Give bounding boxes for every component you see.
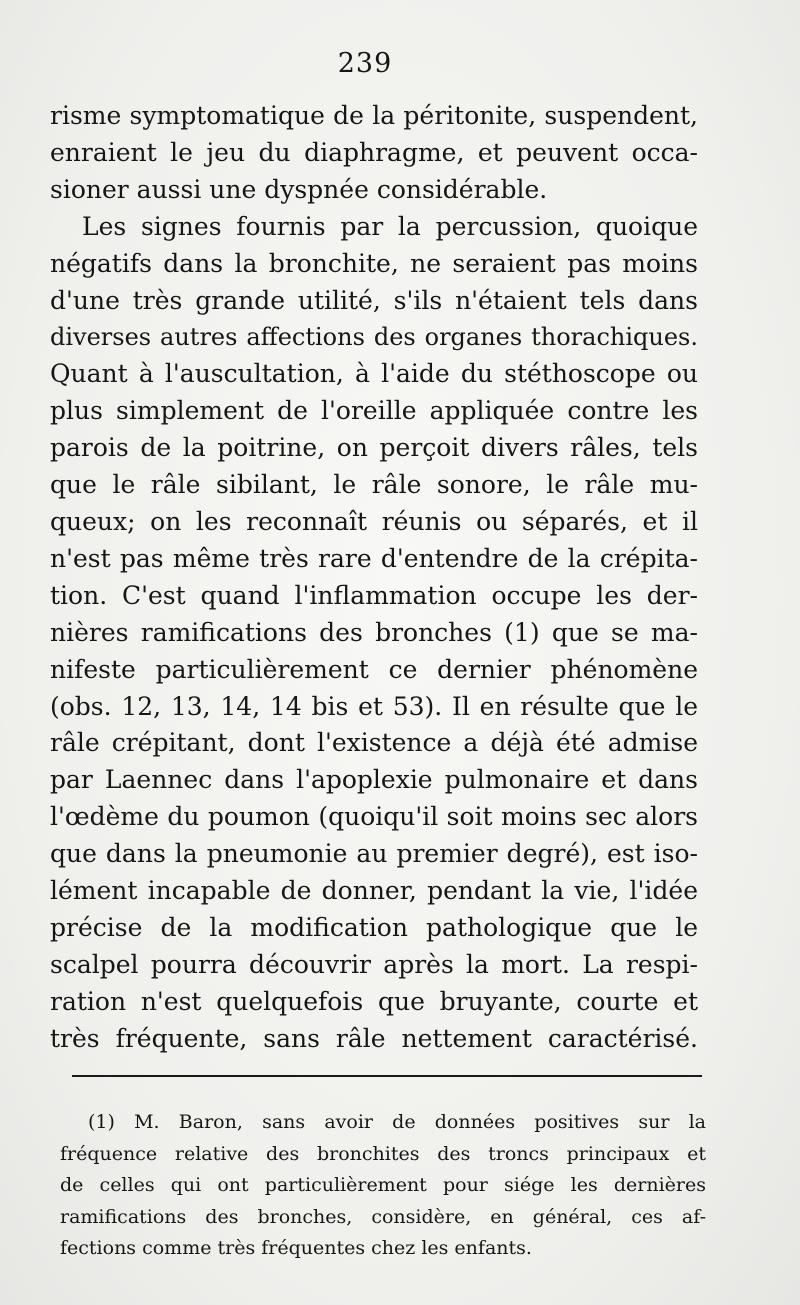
- body-line: précise de la modification pathologique que le: [50, 912, 698, 942]
- body-line: que dans la pneumonie au premier degré), est iso-: [50, 839, 698, 869]
- body-line: râle crépitant, dont l'existence a déjà été admise: [50, 728, 698, 758]
- body-line: nières ramifications des bronches (1) que se ma-: [50, 617, 698, 647]
- body-line: n'est pas même très rare d'entendre de la crépita-: [50, 543, 698, 573]
- body-line: par Laennec dans l'apoplexie pulmonaire et dans: [50, 765, 698, 795]
- footnote: [60, 1107, 706, 1265]
- footnote-line: de celles qui ont particulièrement pour siége les dernières: [60, 1174, 706, 1196]
- body-line: très fréquente, sans râle nettement caractérisé.: [50, 1023, 698, 1053]
- footnote-line: ramifications des bronches, considère, en général, ces af-: [60, 1205, 706, 1228]
- body-line: diverses autres affections des organes thorachiques.: [50, 323, 698, 352]
- body-line: tion. C'est quand l'inflammation occupe les der-: [50, 580, 698, 610]
- body-line: plus simplement de l'oreille appliquée contre les: [50, 396, 698, 426]
- body-line: d'une très grande utilité, s'ils n'étaient tels dans: [50, 285, 698, 315]
- body-line: l'œdème du poumon (quoiqu'il soit moins sec alors: [50, 802, 698, 832]
- body-line: lément incapable de donner, pendant la vie, l'idée: [50, 876, 698, 906]
- footnote-divider: [72, 1075, 702, 1077]
- body-line: ration n'est quelquefois que bruyante, courte et: [50, 986, 698, 1016]
- body-line: sioner aussi une dyspnée considérable.: [50, 174, 548, 204]
- body-line: nifeste particulièrement ce dernier phénomène: [50, 654, 698, 684]
- body-line: Les signes fournis par la percussion, quoique: [82, 211, 698, 241]
- body-text: [50, 98, 698, 1058]
- body-line: risme symptomatique de la péritonite, suspendent,: [50, 101, 698, 130]
- body-line: négatifs dans la bronchite, ne seraient pas moins: [50, 248, 698, 278]
- footnote-line: fections comme très fréquentes chez les enfants.: [60, 1237, 532, 1259]
- body-line: enraient le jeu du diaphragme, et peuvent occa-: [50, 137, 698, 167]
- body-line: scalpel pourra découvrir après la mort. La respi-: [50, 949, 698, 979]
- footnote-line: fréquence relative des bronchites des troncs principaux et: [60, 1142, 706, 1165]
- footnote-line: (1) M. Baron, sans avoir de données positives sur la: [88, 1111, 706, 1133]
- body-line: que le râle sibilant, le râle sonore, le râle mu-: [50, 470, 698, 500]
- page-number: 239: [337, 48, 393, 79]
- body-line: queux; on les reconnaît réunis ou séparés, et il: [50, 506, 698, 536]
- body-line: parois de la poitrine, on perçoit divers râles, tels: [50, 433, 698, 463]
- body-line: Quant à l'auscultation, à l'aide du stéthoscope ou: [50, 359, 698, 389]
- body-line: (obs. 12, 13, 14, 14 bis et 53). Il en résulte que le: [50, 691, 698, 721]
